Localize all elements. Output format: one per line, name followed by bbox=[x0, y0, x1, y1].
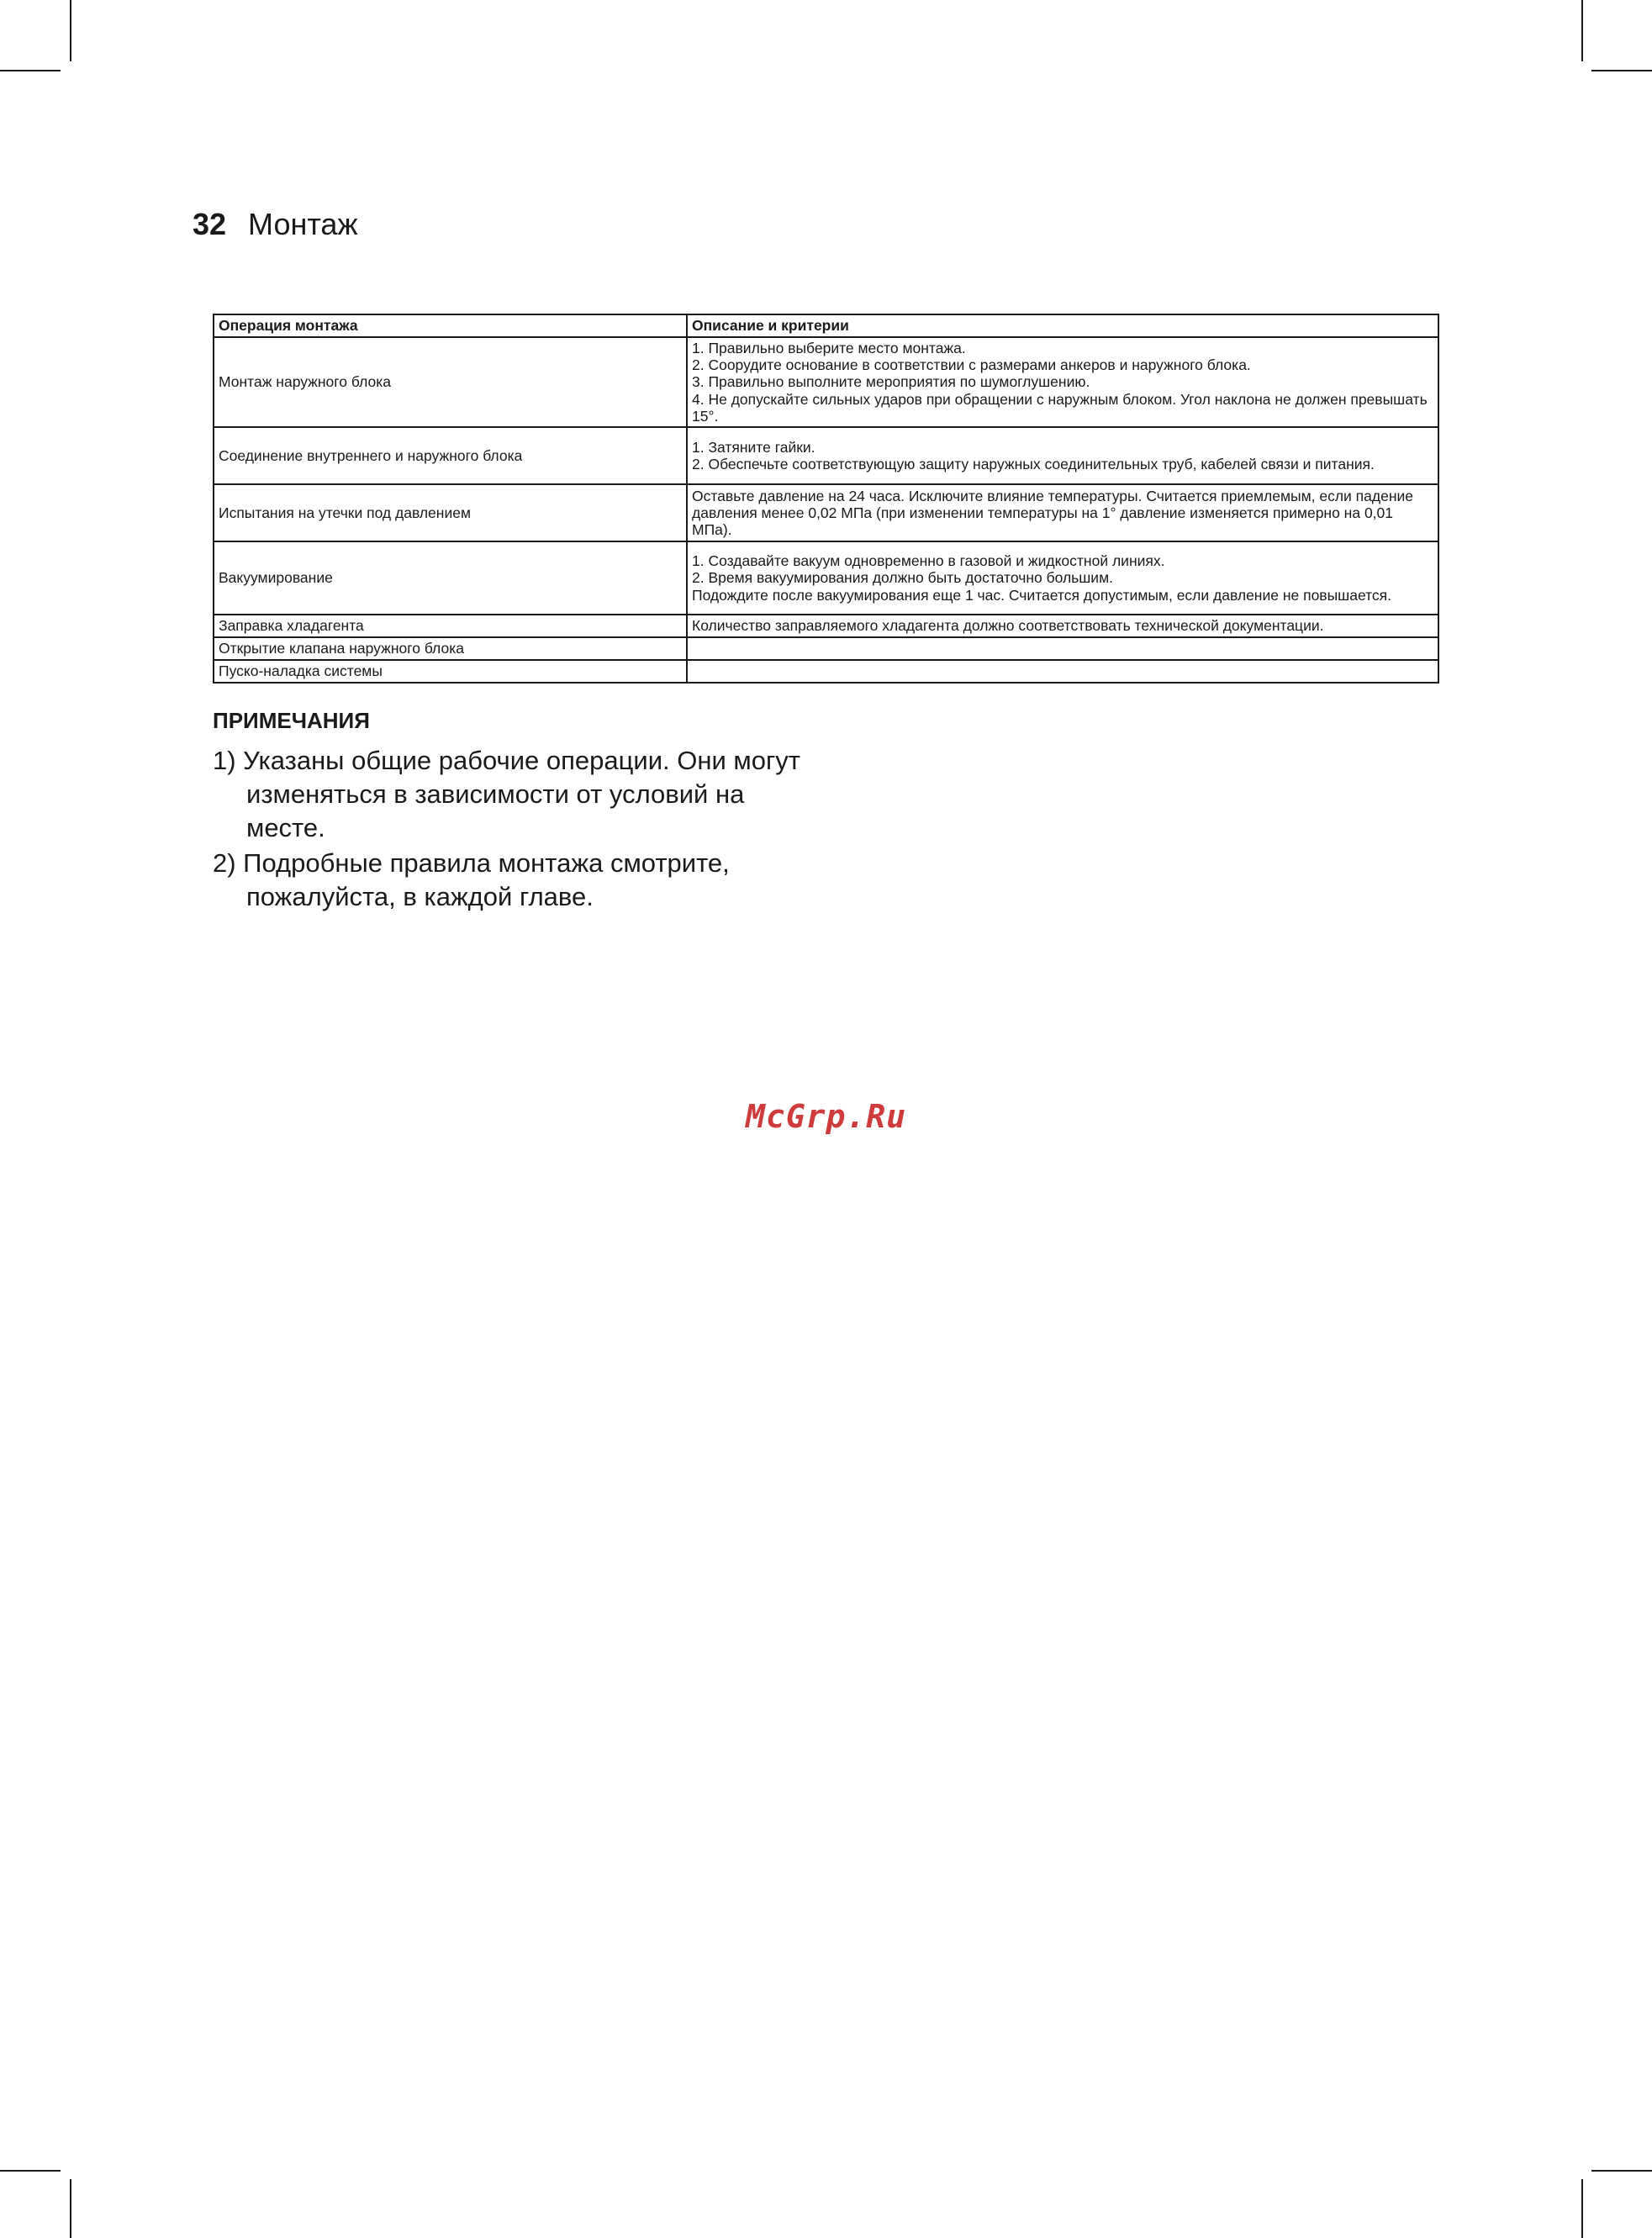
table-row bbox=[214, 660, 1438, 683]
description-line: 1. Создавайте вакуум одновременно в газовой и жидкостной линиях. bbox=[692, 552, 1165, 570]
operation-cell: Монтаж наружного блока bbox=[214, 337, 687, 427]
description-line: 4. Не допускайте сильных ударов при обращении с наружным блоком. Угол наклона не должен превышать 15°. bbox=[692, 390, 1428, 425]
notes-section bbox=[213, 708, 818, 916]
table-row bbox=[214, 541, 1438, 615]
table-row bbox=[214, 427, 1438, 484]
watermark: McGrp.Ru bbox=[745, 1098, 907, 1135]
page-title: Монтаж bbox=[248, 207, 358, 241]
description-line: Подождите после вакуумирования еще 1 час. Считается допустимым, если давление не повышается. bbox=[692, 586, 1392, 604]
crop-mark bbox=[1581, 2179, 1583, 2238]
operation-cell: Соединение внутреннего и наружного блока bbox=[214, 427, 687, 484]
description-cell bbox=[687, 427, 1438, 484]
crop-mark bbox=[0, 70, 61, 71]
description-line: 2. Время вакуумирования должно быть достаточно большим. bbox=[692, 569, 1113, 587]
crop-mark bbox=[1591, 70, 1652, 71]
crop-mark bbox=[0, 2170, 61, 2172]
description-cell bbox=[687, 541, 1438, 615]
description-cell bbox=[687, 637, 1438, 660]
operation-cell: Испытания на утечки под давлением bbox=[214, 484, 687, 541]
notes-title: ПРИМЕЧАНИЯ bbox=[213, 708, 370, 733]
description-line: 1. Затяните гайки. bbox=[692, 438, 815, 456]
table-row bbox=[214, 637, 1438, 660]
table-header-row bbox=[214, 314, 1438, 337]
crop-mark bbox=[1591, 2170, 1652, 2172]
description-cell bbox=[687, 484, 1438, 541]
crop-mark bbox=[1581, 0, 1583, 61]
operation-cell: Открытие клапана наружного блока bbox=[214, 637, 687, 660]
description-cell bbox=[687, 660, 1438, 683]
notes-list bbox=[213, 744, 818, 914]
operation-cell: Пуско-наладка системы bbox=[214, 660, 687, 683]
operation-cell: Заправка хладагента bbox=[214, 615, 687, 637]
table-row bbox=[214, 337, 1438, 427]
description-line: Оставьте давление на 24 часа. Исключите влияние температуры. Считается приемлемым, если падение давления менее 0,02 МПа (при изменении температуры на 1° давление изменяется примерно на 0,01 МПа). bbox=[692, 487, 1413, 539]
description-line: 3. Правильно выполните мероприятия по шумоглушению. bbox=[692, 373, 1090, 391]
column-header-description: Описание и критерии bbox=[687, 314, 1438, 337]
note-item: 2) Подробные правила монтажа смотрите, пожалуйста, в каждой главе. bbox=[213, 848, 730, 911]
description-line: 2. Обеспечьте соответствующую защиту наружных соединительных труб, кабелей связи и питания. bbox=[692, 456, 1375, 472]
description-line: 1. Правильно выберите место монтажа. bbox=[692, 340, 966, 357]
table-row bbox=[214, 615, 1438, 637]
description-line: Количество заправляемого хладагента должно соответствовать технической документации. bbox=[692, 617, 1324, 635]
column-header-operation: Операция монтажа bbox=[214, 314, 687, 337]
crop-mark bbox=[70, 0, 71, 61]
description-line: 2. Соорудите основание в соответствии с размерами анкеров и наружного блока. bbox=[692, 356, 1251, 374]
installation-operations-table bbox=[213, 314, 1439, 684]
table-row bbox=[214, 484, 1438, 541]
description-cell bbox=[687, 337, 1438, 427]
page-header bbox=[193, 207, 358, 242]
crop-mark bbox=[70, 2179, 71, 2238]
page-number: 32 bbox=[193, 207, 227, 241]
operation-cell: Вакуумирование bbox=[214, 541, 687, 615]
note-item: 1) Указаны общие рабочие операции. Они могут изменяться в зависимости от условий на месте. bbox=[213, 746, 800, 842]
description-cell bbox=[687, 615, 1438, 637]
